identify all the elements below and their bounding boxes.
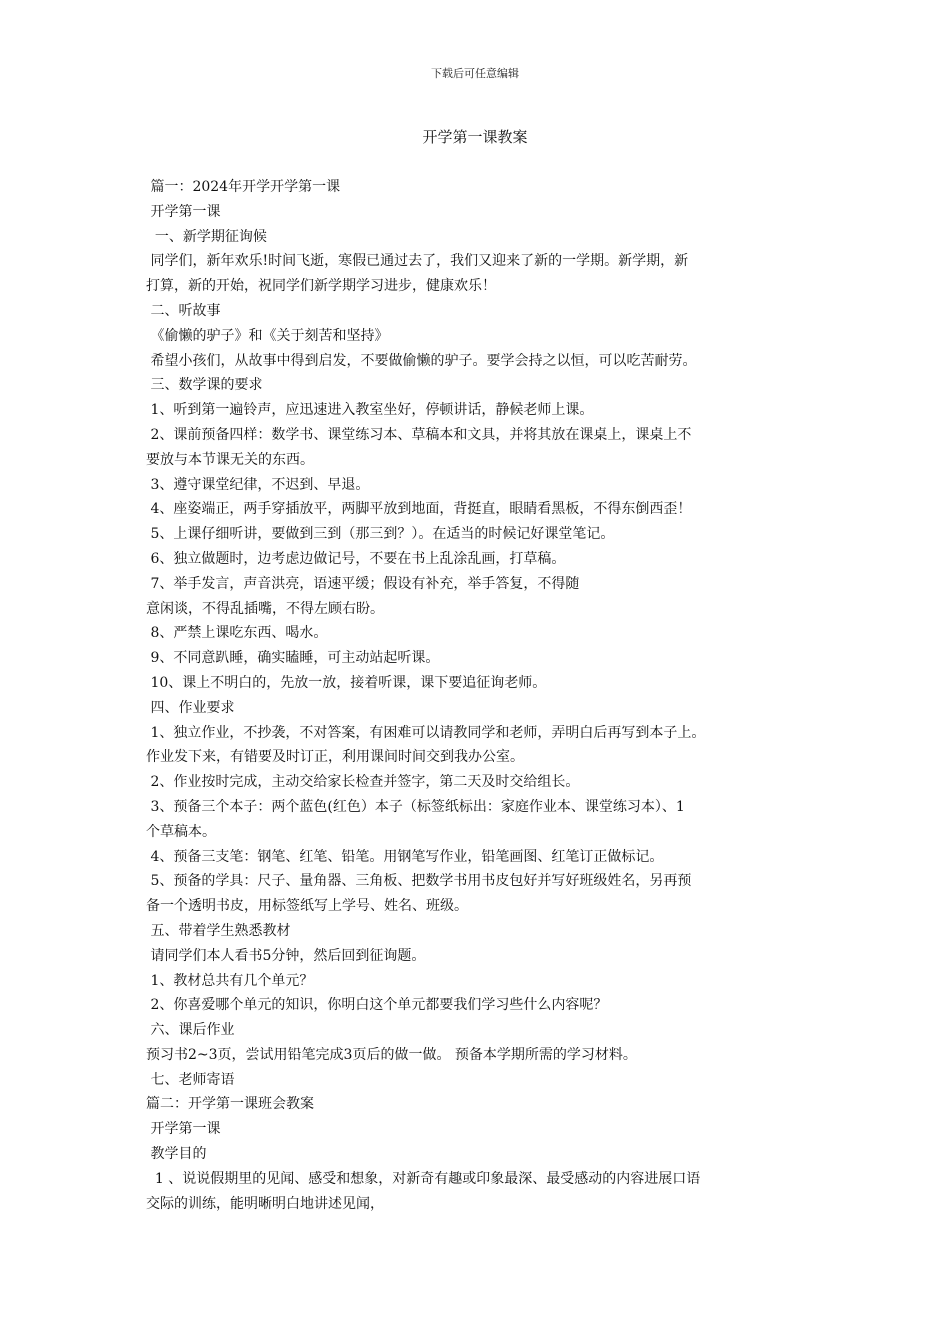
text-line: 8、严禁上课吃东西、喝水。 (146, 625, 328, 642)
text-line: 1、听到第一遍铃声，应迅速进入教室坐好，停顿讲话，静候老师上课。 (146, 402, 594, 419)
text-line: 1、教材总共有几个单元？ (146, 972, 314, 989)
text-line: 9、不同意趴睡，确实瞌睡，可主动站起听课。 (146, 650, 440, 667)
text-line: 4、座姿端正，两手穿插放平，两脚平放到地面，背挺直，眼睛看黑板，不得东倒西歪！ (146, 501, 692, 518)
text-line: 7、举手发言，声音洪亮，语速平缓；假设有补充，举手答复，不得随 (146, 575, 580, 592)
text-line: 5、上课仔细听讲，要做到三到（那三到？）。在适当的时候记好课堂笔记。 (146, 526, 615, 543)
text-line: 二、听故事 (146, 302, 221, 319)
header-note: 下载后可任意编辑 (431, 67, 519, 80)
text-line: 5、预备的学具：尺子、量角器、三角板、把数学书用书皮包好并写好班级姓名，另再预 (146, 873, 692, 890)
text-line: 10、课上不明白的，先放一放，接着听课，课下要追征询老师。 (146, 674, 547, 691)
text-line: 四、作业要求 (146, 699, 235, 716)
text-line: 3、预备三个本子：两个蓝色(红色）本子（标签纸标出：家庭作业本、课堂练习本）、1 (146, 798, 685, 815)
text-line: 2、作业按时完成，主动交给家长检查并签字，第二天及时交给组长。 (146, 774, 580, 791)
text-line: 请同学们本人看书5分钟，然后回到征询题。 (146, 947, 426, 964)
text-line: 六、课后作业 (146, 1022, 235, 1039)
text-line: 6、独立做题时，边考虑边做记号，不要在书上乱涂乱画，打草稿。 (146, 550, 566, 567)
text-line: 一、新学期征询候 (146, 228, 267, 245)
text-line: 三、数学课的要求 (146, 377, 263, 394)
text-line: 备一个透明书皮，用标签纸写上学号、姓名、班级。 (146, 898, 468, 915)
document-title: 开学第一课教案 (422, 128, 528, 146)
document-body (146, 175, 830, 1216)
text-line: 《偷懒的驴子》和《关于刻苦和坚持》 (146, 327, 389, 344)
text-line: 开学第一课 (146, 203, 221, 220)
text-line: 七、老师寄语 (146, 1071, 235, 1088)
text-line: 3、遵守课堂纪律，不迟到、早退。 (146, 476, 370, 493)
text-line: 作业发下来，有错要及时订正，利用课间时间交到我办公室。 (146, 749, 524, 766)
text-line: 2、课前预备四样：数学书、课堂练习本、草稿本和文具，并将其放在课桌上，课桌上不 (146, 426, 692, 443)
text-line: 4、预备三支笔：钢笔、红笔、铅笔。用钢笔写作业，铅笔画图、红笔订正做标记。 (146, 848, 664, 865)
text-line: 希望小孩们，从故事中得到启发，不要做偷懒的驴子。要学会持之以恒，可以吃苦耐劳。 (146, 352, 697, 369)
text-line: 五、带着学生熟悉教材 (146, 922, 291, 939)
text-line: 预习书2~3页，尝试用铅笔完成3页后的做一做。 预备本学期所需的学习材料。 (146, 1046, 637, 1063)
text-line: 篇一：2024年开学开学第一课 (146, 179, 341, 195)
text-line: 开学第一课 (146, 1121, 221, 1138)
text-line: 1 、说说假期里的见闻、感受和想象，对新奇有趣或印象最深、最受感动的内容进展口语 (146, 1170, 701, 1187)
text-line: 教学目的 (146, 1146, 207, 1163)
text-line: 交际的训练，能明晰明白地讲述见闻， (146, 1195, 384, 1212)
text-line: 1、独立作业，不抄袭，不对答案，有困难可以请教同学和老师，弄明白后再写到本子上。 (146, 724, 706, 741)
text-line: 意闲谈，不得乱插嘴，不得左顾右盼。 (146, 600, 384, 617)
text-line: 同学们，新年欢乐!时间飞逝，寒假已通过去了，我们又迎来了新的一学期。新学期，新 (146, 253, 689, 270)
text-line: 篇二：开学第一课班会教案 (146, 1096, 314, 1113)
text-line: 个草稿本。 (146, 823, 216, 840)
text-line: 要放与本节课无关的东西。 (146, 451, 314, 468)
text-line: 打算，新的开始，祝同学们新学期学习进步，健康欢乐！ (146, 278, 496, 295)
text-line: 2、你喜爱哪个单元的知识，你明白这个单元都要我们学习些什么内容呢？ (146, 997, 608, 1014)
